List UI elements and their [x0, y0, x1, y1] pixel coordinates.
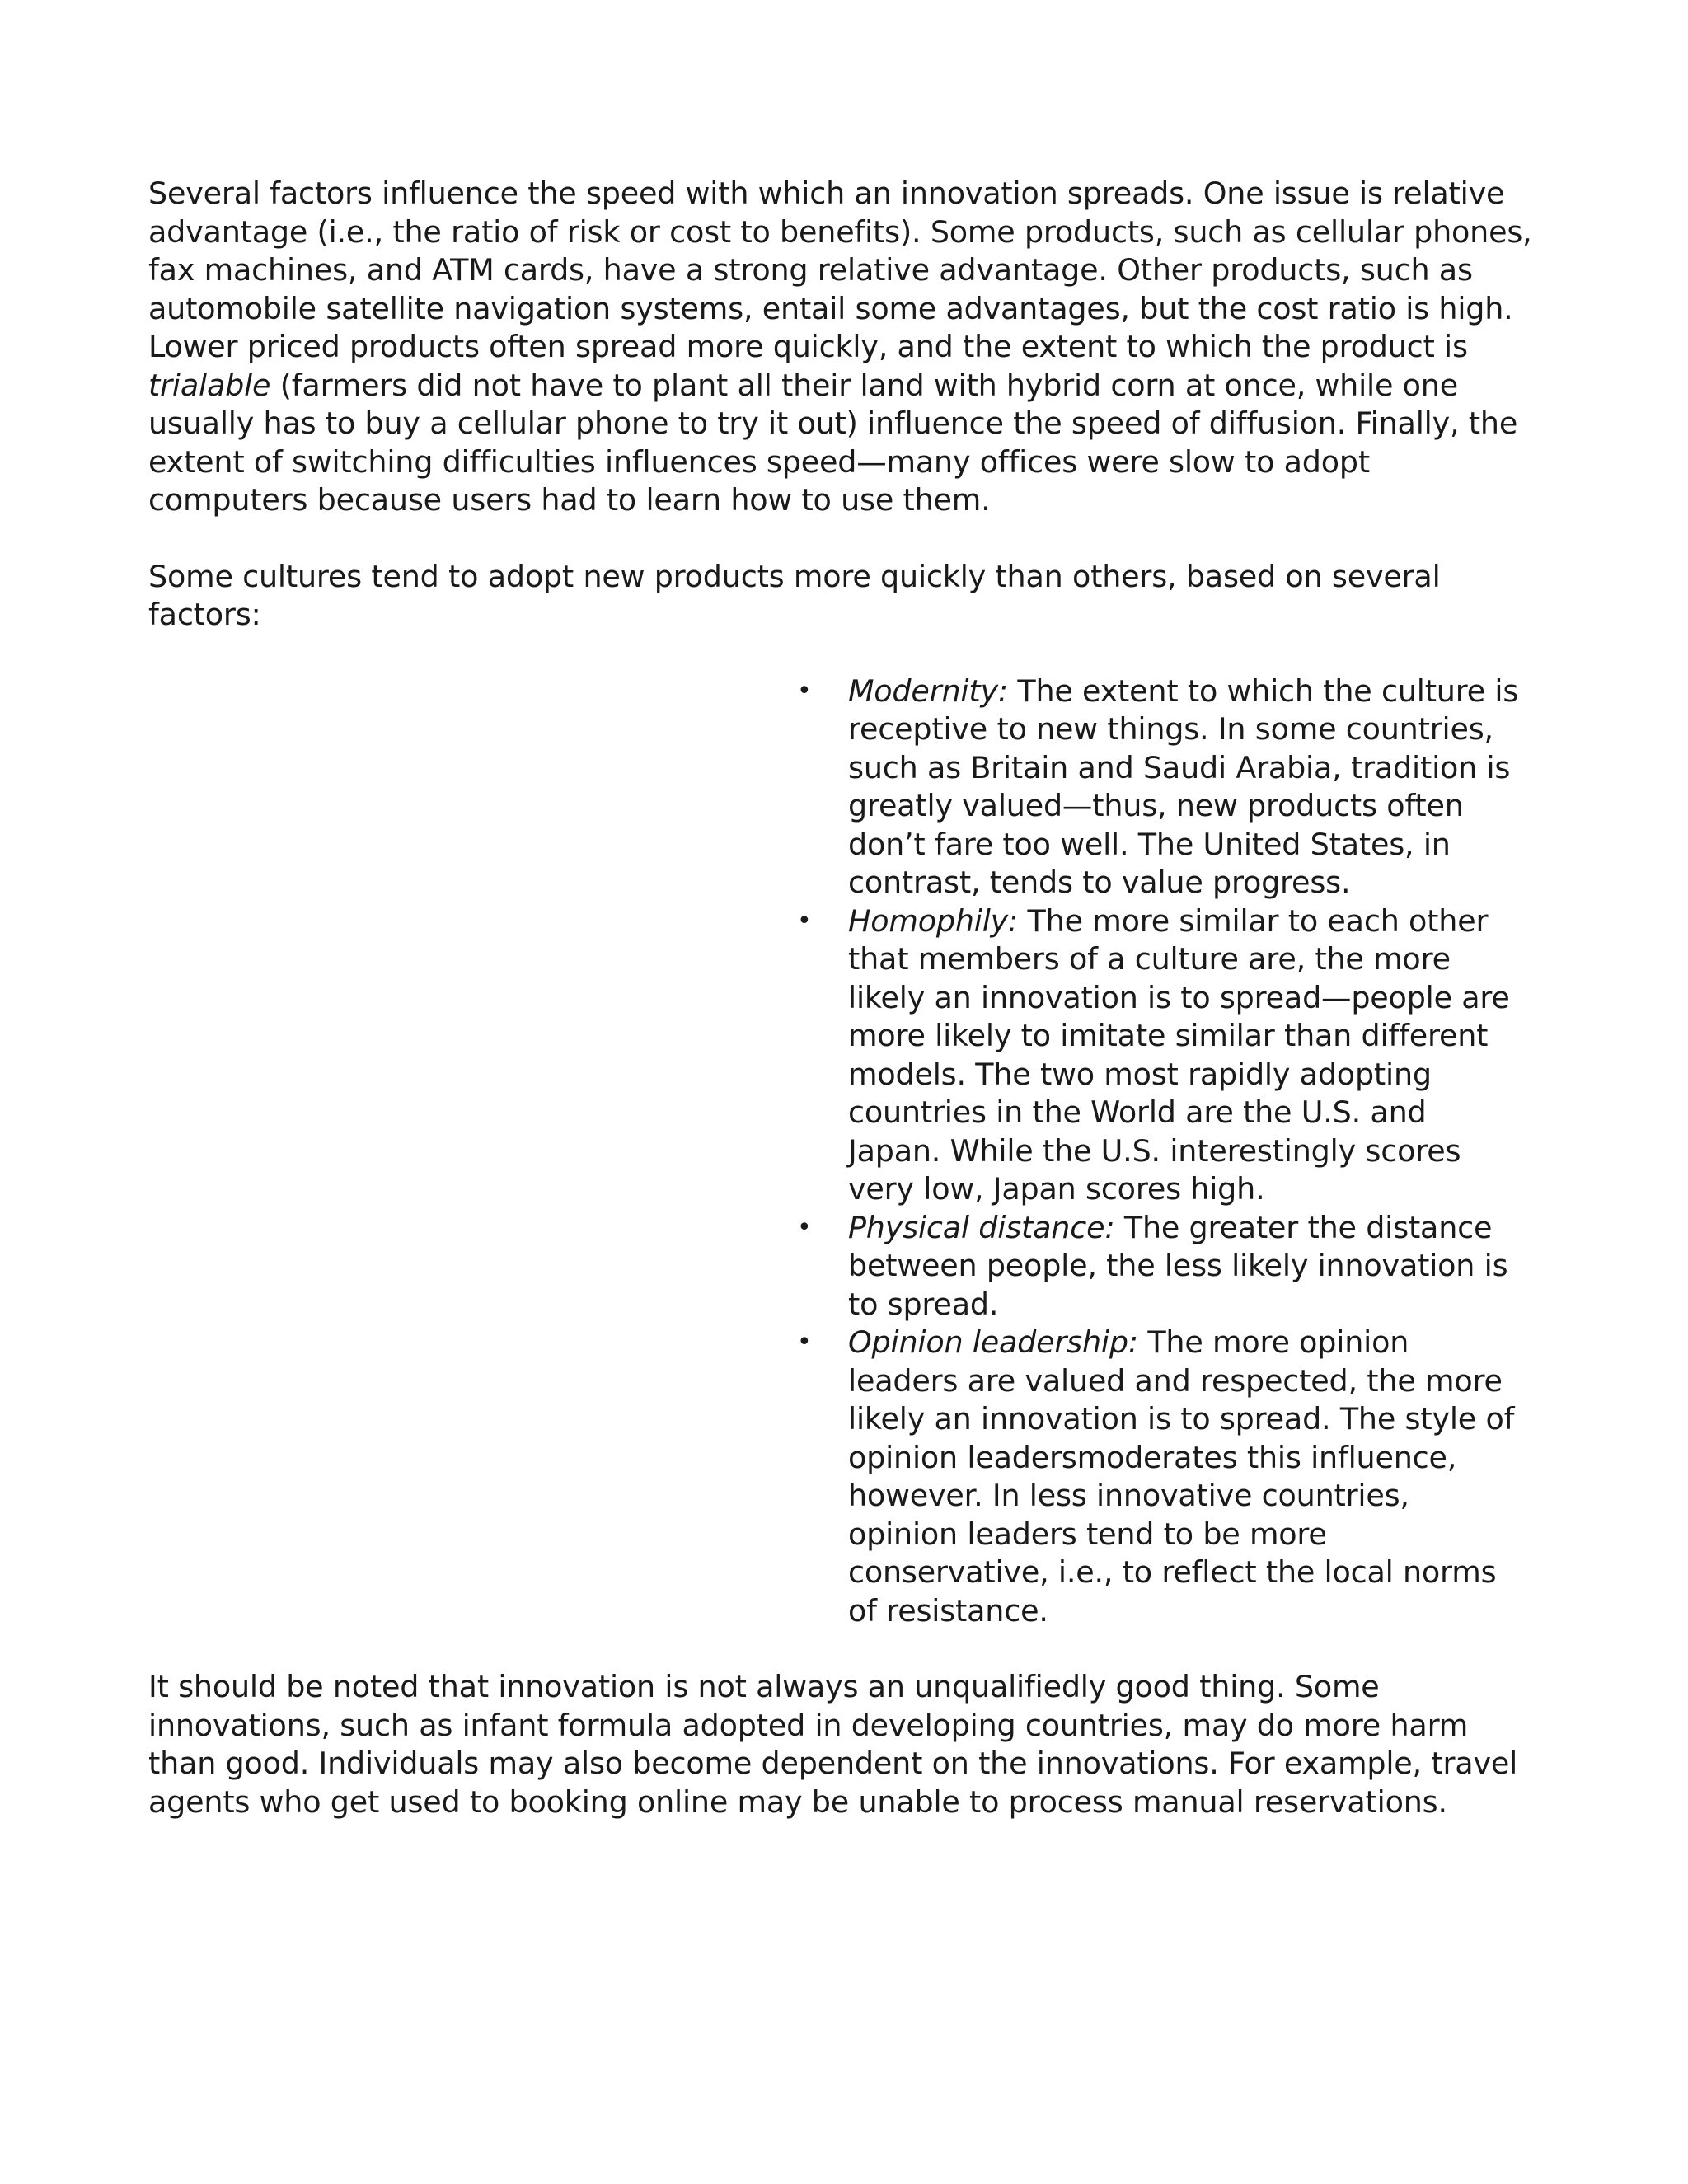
paragraph-spacer: [148, 635, 1533, 673]
factor-term: Opinion leadership:: [848, 1324, 1138, 1360]
document-page: [148, 175, 1533, 1821]
paragraph-text: (farmers did not have to plant all their land with hybrid corn at once, while one usually has to buy a cellular phone to try it out) influence the speed of diffusion. Finally, the extent of switching difficulties influences speed—many offices were slow to adopt computers because users had to learn how to use them.: [148, 367, 1518, 518]
bullet-icon: •: [797, 1212, 812, 1242]
paragraph-spacer: [148, 1630, 1533, 1668]
list-item-homophily: [797, 902, 1524, 1209]
factor-term: Modernity:: [848, 673, 1008, 709]
paragraph-spacer: [148, 520, 1533, 558]
factor-description: The greater the distance between people, the less likely innovation is to spread.: [848, 1209, 1508, 1322]
paragraph-diffusion-factors: [148, 175, 1533, 520]
paragraph-text: Several factors influence the speed with which an innovation spreads. One issue is relative advantage (i.e., the ratio of risk or cost to benefits). Some products, such as cellular phones, fax machines, and ATM cards, have a strong relative advantage. Other products, such as automobile satellite navigation systems, entail some advantages, but the cost ratio is high. Lower priced products often spread more quickly, and the extent to which the product is: [148, 176, 1532, 364]
bullet-icon: •: [797, 676, 812, 705]
paragraph-innovation-caveat: It should be noted that innovation is not always an unqualifiedly good thing. Some innovations, such as infant formula adopted in developing countries, may do more harm than good. Individuals may also become dependent on the innovations. For example, travel agents who get used to booking online may be unable to process manual reservations.: [148, 1669, 1518, 1820]
paragraph-cultures-intro: Some cultures tend to adopt new products more quickly than others, based on several factors:: [148, 558, 1441, 632]
factor-description: The more similar to each other that members of a culture are, the more likely an innovation is to spread—people are more likely to imitate similar than different models. The two most rapidly adopting countries in the World are the U.S. and Japan. While the U.S. interestingly scores very low, Japan scores high.: [848, 902, 1510, 1207]
factor-description: The extent to which the culture is receptive to new things. In some countries, such as Britain and Saudi Arabia, tradition is greatly valued—thus, new products often don’t fare too well. The United States, in contrast, tends to value progress.: [848, 673, 1519, 900]
bullet-icon: •: [797, 906, 812, 935]
factor-term: Physical distance:: [848, 1209, 1115, 1245]
factor-description: The more opinion leaders are valued and respected, the more likely an innovation is to spread. The style of opinion leadersmoderates this influence, however. In less innovative countries, opinion leaders tend to be more conservative, i.e., to reflect the local norms of resistance.: [848, 1324, 1515, 1629]
italic-term-trialable: trialable: [148, 367, 271, 403]
list-item-modernity: [797, 673, 1524, 902]
culture-factors-list: [797, 673, 1524, 1631]
factor-term: Homophily:: [848, 902, 1019, 939]
list-item-opinion-leadership: [797, 1324, 1524, 1630]
bullet-icon: •: [797, 1328, 812, 1357]
list-item-physical-distance: [797, 1209, 1524, 1324]
